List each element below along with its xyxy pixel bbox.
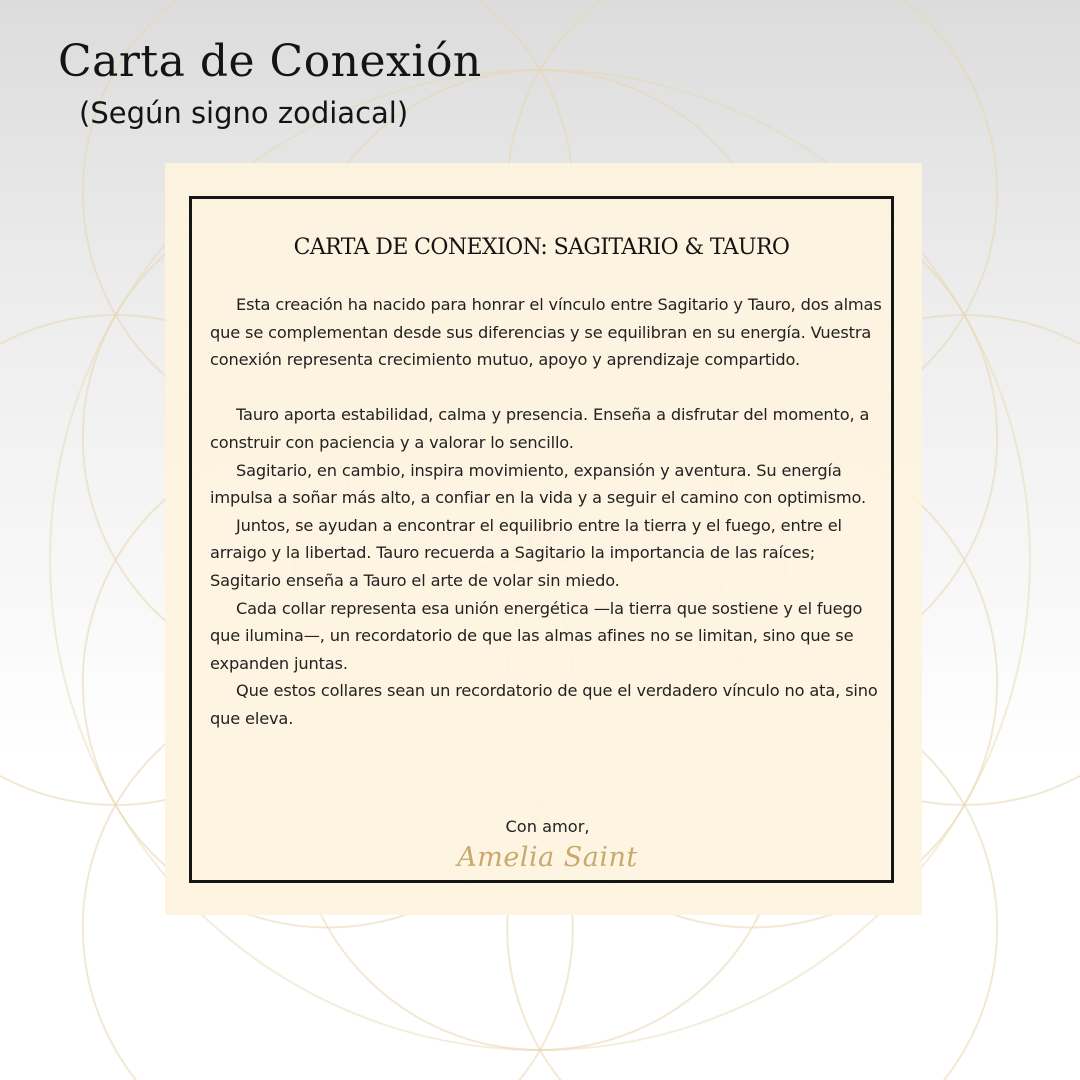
- page-title: Carta de Conexión: [58, 36, 482, 87]
- letter-paragraph: Esta creación ha nacido para honrar el vínculo entre Sagitario y Tauro, dos almas que se complementan desde sus diferencias y se equilibran en su energía. Vuestra conexión representa crecimiento mutuo, apoyo y aprendizaje compartido.: [210, 295, 882, 370]
- letter-frame: [189, 196, 894, 883]
- letter-paragraph: Que estos collares sean un recordatorio de que el verdadero vínculo no ata, sino que eleva.: [210, 681, 878, 728]
- letter-paragraph: Juntos, se ayudan a encontrar el equilibrio entre la tierra y el fuego, entre el arraigo y la libertad. Tauro recuerda a Sagitario la importancia de las raíces; Sagitario enseña a Tauro el arte de volar sin miedo.: [210, 515, 842, 590]
- connection-letter-card: [165, 163, 922, 915]
- letter-paragraph: Tauro aporta estabilidad, calma y presencia. Enseña a disfrutar del momento, a construir con paciencia y a valorar lo sencillo.: [210, 405, 870, 452]
- letter-signature: Amelia Saint: [457, 842, 638, 873]
- letter-body: [210, 291, 883, 733]
- letter-paragraph: Sagitario, en cambio, inspira movimiento, expansión y aventura. Su energía impulsa a soñar más alto, a confiar en la vida y a seguir el camino con optimismo.: [210, 460, 866, 508]
- letter-title: CARTA DE CONEXION: SAGITARIO & TAURO: [293, 235, 790, 260]
- letter-paragraph: Cada collar representa esa unión energética —la tierra que sostiene y el fuego que ilumina—, un recordatorio de que las almas afines no se limitan, sino que se expanden juntas.: [210, 598, 863, 673]
- page-subtitle: (Según signo zodiacal): [79, 96, 409, 130]
- letter-closing: Con amor,: [505, 817, 590, 836]
